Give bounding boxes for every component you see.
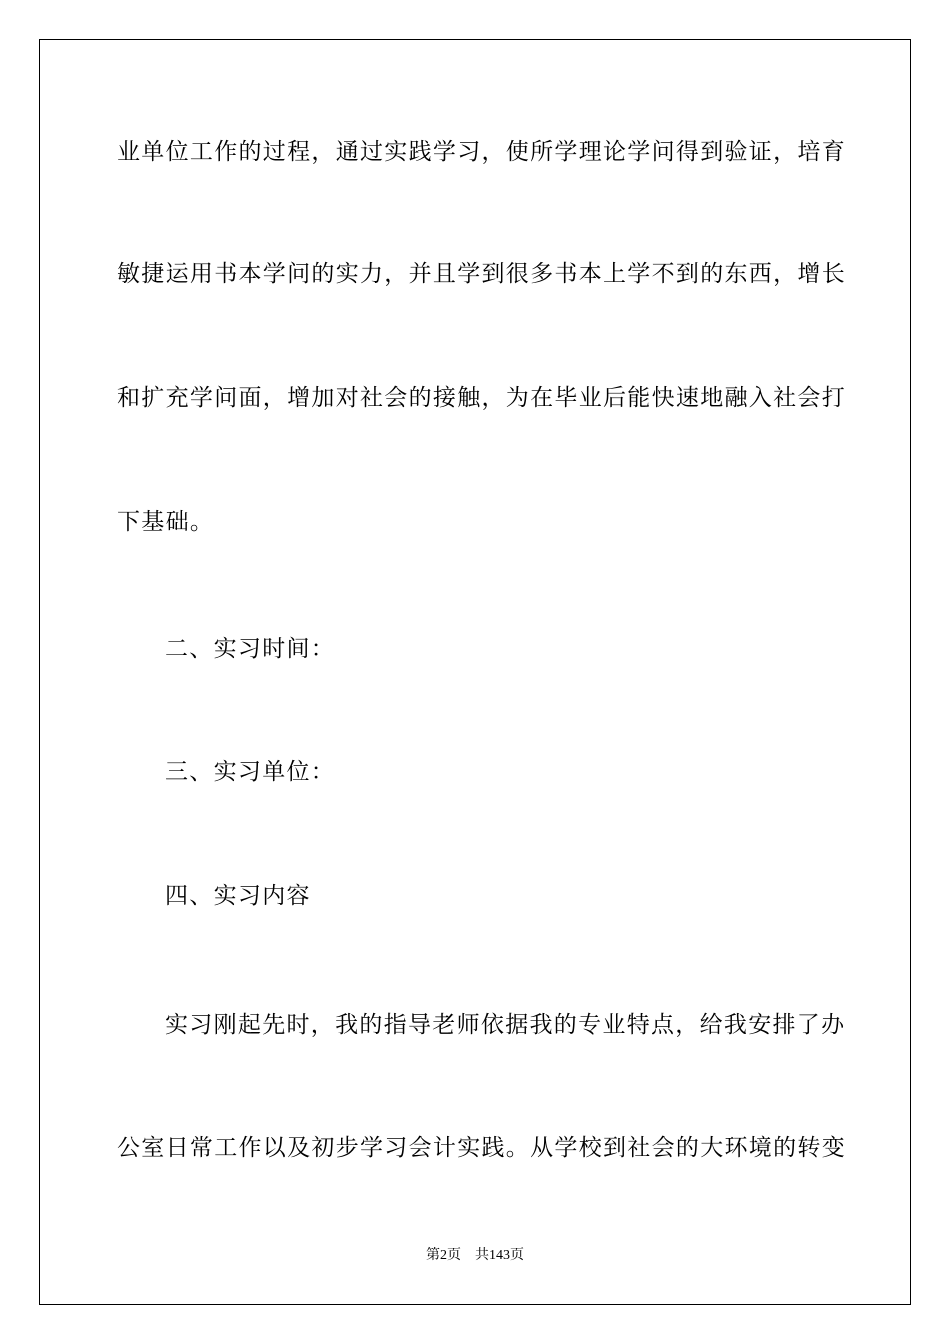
section-heading-unit: 三、实习单位： [165,759,336,785]
paragraph-line-3: 和扩充学问面，增加对社会的接触，为在毕业后能快速地融入社会打 [117,385,846,411]
paragraph-line-4: 下基础。 [117,509,215,535]
total-pages: 共143页 [475,1248,524,1263]
paragraph-line-6: 公室日常工作以及初步学习会计实践。从学校到社会的大环境的转变 [117,1135,846,1161]
section-heading-content: 四、实习内容 [165,883,311,909]
paragraph-line-2: 敏捷运用书本学问的实力，并且学到很多书本上学不到的东西，增长 [117,261,846,287]
paragraph-line-1: 业单位工作的过程，通过实践学习，使所学理论学问得到验证，培育 [117,139,846,165]
page-border [39,39,911,1305]
section-heading-time: 二、实习时间： [165,636,336,662]
page-footer [0,1246,950,1266]
page-number: 第2页 [426,1248,461,1263]
paragraph-line-5: 实习刚起先时，我的指导老师依据我的专业特点，给我安排了办 [165,1012,846,1038]
